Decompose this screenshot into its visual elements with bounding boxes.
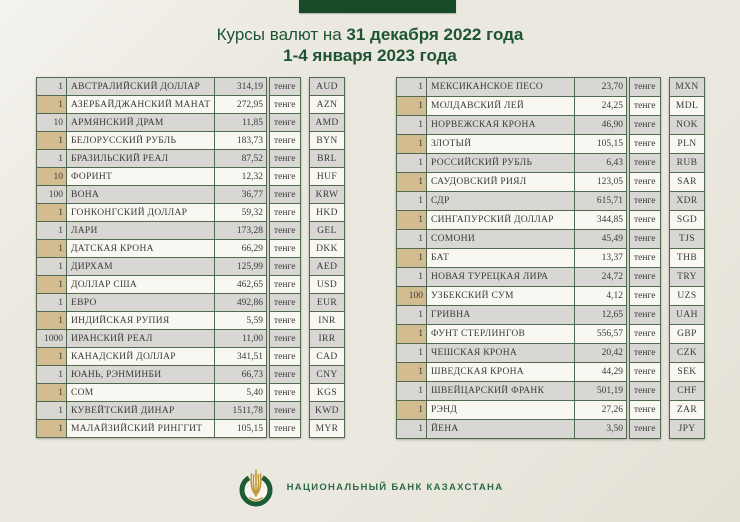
currency-rate: 66,73 bbox=[214, 365, 267, 384]
currency-quantity: 1 bbox=[36, 257, 67, 276]
currency-code: TJS bbox=[669, 229, 705, 249]
table-row bbox=[36, 167, 345, 186]
table-row bbox=[36, 347, 345, 366]
exchange-rate-table-right bbox=[396, 78, 705, 439]
column-gap bbox=[661, 191, 669, 211]
currency-code: CHF bbox=[669, 381, 705, 401]
currency-code: MDL bbox=[669, 96, 705, 116]
column-gap bbox=[661, 210, 669, 230]
currency-unit: тенге bbox=[629, 248, 661, 268]
column-gap bbox=[661, 229, 669, 249]
currency-code: EUR bbox=[309, 293, 345, 312]
currency-rate: 11,00 bbox=[214, 329, 267, 348]
currency-name: ЮАНЬ, РЭНМИНБИ bbox=[66, 365, 215, 384]
column-gap bbox=[301, 149, 309, 168]
currency-quantity: 100 bbox=[36, 185, 67, 204]
currency-unit: тенге bbox=[269, 113, 301, 132]
currency-name: МОЛДАВСКИЙ ЛЕЙ bbox=[426, 96, 575, 116]
currency-rate: 20,42 bbox=[574, 343, 627, 363]
currency-unit: тенге bbox=[629, 400, 661, 420]
column-gap bbox=[301, 167, 309, 186]
currency-rate: 615,71 bbox=[574, 191, 627, 211]
currency-unit: тенге bbox=[629, 324, 661, 344]
table-row bbox=[396, 191, 705, 211]
currency-unit: тенге bbox=[629, 305, 661, 325]
currency-rate: 23,70 bbox=[574, 77, 627, 97]
table-row bbox=[36, 257, 345, 276]
currency-quantity: 1 bbox=[396, 248, 427, 268]
currency-unit: тенге bbox=[269, 275, 301, 294]
column-gap bbox=[301, 329, 309, 348]
currency-name: ДОЛЛАР США bbox=[66, 275, 215, 294]
currency-rate: 344,85 bbox=[574, 210, 627, 230]
currency-unit: тенге bbox=[629, 115, 661, 135]
currency-name: ИНДИЙСКАЯ РУПИЯ bbox=[66, 311, 215, 330]
currency-quantity: 1 bbox=[396, 96, 427, 116]
currency-quantity: 1 bbox=[36, 293, 67, 312]
currency-name: ЗЛОТЫЙ bbox=[426, 134, 575, 154]
table-row bbox=[36, 185, 345, 204]
currency-quantity: 1 bbox=[36, 383, 67, 402]
column-gap bbox=[661, 419, 669, 439]
currency-code: BYN bbox=[309, 131, 345, 150]
column-gap bbox=[661, 115, 669, 135]
currency-unit: тенге bbox=[629, 134, 661, 154]
currency-unit: тенге bbox=[629, 343, 661, 363]
currency-rate: 123,05 bbox=[574, 172, 627, 192]
currency-code: CZK bbox=[669, 343, 705, 363]
column-gap bbox=[661, 172, 669, 192]
column-gap bbox=[661, 286, 669, 306]
currency-code: DKK bbox=[309, 239, 345, 258]
currency-quantity: 10 bbox=[36, 167, 67, 186]
column-gap bbox=[301, 401, 309, 420]
table-row bbox=[396, 229, 705, 249]
currency-rate: 501,19 bbox=[574, 381, 627, 401]
currency-code: BRL bbox=[309, 149, 345, 168]
currency-rate: 44,29 bbox=[574, 362, 627, 382]
currency-rate: 45,49 bbox=[574, 229, 627, 249]
title-prefix: Курсы валют на bbox=[216, 25, 347, 44]
currency-name: ГРИВНА bbox=[426, 305, 575, 325]
title-date-1: 31 декабря 2022 года bbox=[346, 25, 524, 44]
column-gap bbox=[301, 239, 309, 258]
currency-unit: тенге bbox=[269, 239, 301, 258]
currency-rate: 59,32 bbox=[214, 203, 267, 222]
bank-name-label: НАЦИОНАЛЬНЫЙ БАНК КАЗАХСТАНА bbox=[286, 481, 504, 493]
currency-unit: тенге bbox=[269, 185, 301, 204]
currency-quantity: 1 bbox=[396, 115, 427, 135]
currency-name: АЗЕРБАЙДЖАНСКИЙ МАНАТ bbox=[66, 95, 215, 114]
currency-name: ШВЕДСКАЯ КРОНА bbox=[426, 362, 575, 382]
table-row bbox=[396, 324, 705, 344]
table-row bbox=[36, 149, 345, 168]
currency-quantity: 1 bbox=[36, 347, 67, 366]
currency-unit: тенге bbox=[269, 257, 301, 276]
column-gap bbox=[301, 185, 309, 204]
currency-quantity: 1 bbox=[396, 343, 427, 363]
table-row bbox=[36, 239, 345, 258]
column-gap bbox=[301, 383, 309, 402]
currency-code: HUF bbox=[309, 167, 345, 186]
title-date-2: 1-4 января 2023 года bbox=[283, 46, 457, 65]
currency-code: NOK bbox=[669, 115, 705, 135]
currency-quantity: 1 bbox=[396, 172, 427, 192]
table-row bbox=[396, 400, 705, 420]
currency-unit: тенге bbox=[269, 149, 301, 168]
currency-code: ZAR bbox=[669, 400, 705, 420]
currency-quantity: 1 bbox=[36, 419, 67, 438]
currency-rate: 1511,78 bbox=[214, 401, 267, 420]
currency-quantity: 100 bbox=[396, 286, 427, 306]
table-row bbox=[396, 134, 705, 154]
currency-unit: тенге bbox=[269, 365, 301, 384]
column-gap bbox=[301, 293, 309, 312]
currency-name: УЗБЕКСКИЙ СУМ bbox=[426, 286, 575, 306]
currency-rate: 341,51 bbox=[214, 347, 267, 366]
currency-quantity: 1 bbox=[36, 203, 67, 222]
page-title bbox=[0, 24, 740, 66]
currency-rate: 5,40 bbox=[214, 383, 267, 402]
table-row bbox=[36, 365, 345, 384]
column-gap bbox=[661, 305, 669, 325]
currency-code: INR bbox=[309, 311, 345, 330]
currency-code: KGS bbox=[309, 383, 345, 402]
table-row bbox=[36, 401, 345, 420]
currency-code: SEK bbox=[669, 362, 705, 382]
currency-quantity: 1 bbox=[396, 229, 427, 249]
currency-quantity: 1 bbox=[396, 210, 427, 230]
currency-name: ЕВРО bbox=[66, 293, 215, 312]
currency-rate: 12,32 bbox=[214, 167, 267, 186]
currency-quantity: 1 bbox=[36, 77, 67, 96]
currency-quantity: 1 bbox=[36, 149, 67, 168]
currency-unit: тенге bbox=[629, 96, 661, 116]
currency-name: РЭНД bbox=[426, 400, 575, 420]
column-gap bbox=[661, 362, 669, 382]
currency-code: MXN bbox=[669, 77, 705, 97]
top-green-tab bbox=[299, 0, 456, 13]
column-gap bbox=[301, 365, 309, 384]
currency-rate: 272,95 bbox=[214, 95, 267, 114]
currency-name: ВОНА bbox=[66, 185, 215, 204]
currency-quantity: 1 bbox=[396, 362, 427, 382]
table-row bbox=[396, 153, 705, 173]
currency-rate: 5,59 bbox=[214, 311, 267, 330]
currency-name: ЧЕШСКАЯ КРОНА bbox=[426, 343, 575, 363]
currency-quantity: 1 bbox=[36, 95, 67, 114]
currency-name: ДАТСКАЯ КРОНА bbox=[66, 239, 215, 258]
table-row bbox=[396, 381, 705, 401]
currency-name: СДР bbox=[426, 191, 575, 211]
table-row bbox=[36, 275, 345, 294]
column-gap bbox=[661, 324, 669, 344]
currency-name: БЕЛОРУССКИЙ РУБЛЬ bbox=[66, 131, 215, 150]
column-gap bbox=[301, 95, 309, 114]
column-gap bbox=[661, 248, 669, 268]
column-gap bbox=[661, 77, 669, 97]
currency-code: JPY bbox=[669, 419, 705, 439]
currency-quantity: 1 bbox=[396, 191, 427, 211]
currency-unit: тенге bbox=[269, 203, 301, 222]
currency-unit: тенге bbox=[629, 191, 661, 211]
table-row bbox=[36, 419, 345, 438]
currency-code: PLN bbox=[669, 134, 705, 154]
currency-rate: 314,19 bbox=[214, 77, 267, 96]
column-gap bbox=[301, 275, 309, 294]
currency-quantity: 1 bbox=[36, 239, 67, 258]
currency-unit: тенге bbox=[629, 286, 661, 306]
currency-name: ЙЕНА bbox=[426, 419, 575, 439]
column-gap bbox=[661, 400, 669, 420]
currency-quantity: 1000 bbox=[36, 329, 67, 348]
column-gap bbox=[301, 131, 309, 150]
currency-rate: 105,15 bbox=[574, 134, 627, 154]
currency-code: UAH bbox=[669, 305, 705, 325]
currency-name: НОРВЕЖСКАЯ КРОНА bbox=[426, 115, 575, 135]
currency-name: АРМЯНСКИЙ ДРАМ bbox=[66, 113, 215, 132]
currency-quantity: 1 bbox=[396, 419, 427, 439]
column-gap bbox=[301, 257, 309, 276]
currency-unit: тенге bbox=[629, 229, 661, 249]
currency-name: ДИРХАМ bbox=[66, 257, 215, 276]
column-gap bbox=[301, 347, 309, 366]
currency-quantity: 1 bbox=[396, 267, 427, 287]
table-row bbox=[396, 115, 705, 135]
column-gap bbox=[661, 134, 669, 154]
column-gap bbox=[301, 203, 309, 222]
column-gap bbox=[301, 311, 309, 330]
currency-rate: 24,72 bbox=[574, 267, 627, 287]
currency-unit: тенге bbox=[269, 95, 301, 114]
table-row bbox=[396, 210, 705, 230]
column-gap bbox=[301, 221, 309, 240]
table-row bbox=[396, 419, 705, 439]
currency-quantity: 10 bbox=[36, 113, 67, 132]
currency-name: ГОНКОНГСКИЙ ДОЛЛАР bbox=[66, 203, 215, 222]
currency-rate: 173,28 bbox=[214, 221, 267, 240]
table-row bbox=[396, 248, 705, 268]
currency-name: ЛАРИ bbox=[66, 221, 215, 240]
column-gap bbox=[301, 419, 309, 438]
column-gap bbox=[301, 113, 309, 132]
currency-quantity: 1 bbox=[36, 311, 67, 330]
currency-rate: 3,50 bbox=[574, 419, 627, 439]
column-gap bbox=[661, 267, 669, 287]
currency-rate: 24,25 bbox=[574, 96, 627, 116]
currency-unit: тенге bbox=[629, 381, 661, 401]
column-gap bbox=[661, 381, 669, 401]
currency-rate: 125,99 bbox=[214, 257, 267, 276]
table-row bbox=[36, 311, 345, 330]
currency-unit: тенге bbox=[629, 210, 661, 230]
currency-quantity: 1 bbox=[396, 400, 427, 420]
currency-rate: 462,65 bbox=[214, 275, 267, 294]
currency-code: AMD bbox=[309, 113, 345, 132]
table-row bbox=[36, 95, 345, 114]
currency-unit: тенге bbox=[629, 362, 661, 382]
currency-unit: тенге bbox=[269, 77, 301, 96]
table-row bbox=[396, 172, 705, 192]
currency-code: TRY bbox=[669, 267, 705, 287]
currency-code: AZN bbox=[309, 95, 345, 114]
currency-code: THB bbox=[669, 248, 705, 268]
currency-code: IRR bbox=[309, 329, 345, 348]
currency-rate: 556,57 bbox=[574, 324, 627, 344]
currency-name: КУВЕЙТСКИЙ ДИНАР bbox=[66, 401, 215, 420]
currency-rate: 4,12 bbox=[574, 286, 627, 306]
currency-name: БРАЗИЛЬСКИЙ РЕАЛ bbox=[66, 149, 215, 168]
currency-name: МАЛАЙЗИЙСКИЙ РИНГГИТ bbox=[66, 419, 215, 438]
currency-code: AUD bbox=[309, 77, 345, 96]
footer bbox=[0, 464, 740, 510]
currency-quantity: 1 bbox=[36, 275, 67, 294]
currency-quantity: 1 bbox=[36, 401, 67, 420]
currency-name: КАНАДСКИЙ ДОЛЛАР bbox=[66, 347, 215, 366]
currency-name: ФОРИНТ bbox=[66, 167, 215, 186]
table-row bbox=[396, 286, 705, 306]
currency-unit: тенге bbox=[269, 401, 301, 420]
table-row bbox=[396, 362, 705, 382]
currency-code: AED bbox=[309, 257, 345, 276]
currency-unit: тенге bbox=[269, 293, 301, 312]
currency-quantity: 1 bbox=[36, 365, 67, 384]
currency-rate: 183,73 bbox=[214, 131, 267, 150]
currency-code: XDR bbox=[669, 191, 705, 211]
currency-rate: 13,37 bbox=[574, 248, 627, 268]
currency-code: HKD bbox=[309, 203, 345, 222]
currency-name: МЕКСИКАНСКОЕ ПЕСО bbox=[426, 77, 575, 97]
currency-name: ШВЕЙЦАРСКИЙ ФРАНК bbox=[426, 381, 575, 401]
column-gap bbox=[661, 153, 669, 173]
currency-code: SGD bbox=[669, 210, 705, 230]
currency-unit: тенге bbox=[629, 267, 661, 287]
currency-name: РОССИЙСКИЙ РУБЛЬ bbox=[426, 153, 575, 173]
currency-rate: 492,86 bbox=[214, 293, 267, 312]
table-row bbox=[36, 383, 345, 402]
currency-code: GBP bbox=[669, 324, 705, 344]
currency-unit: тенге bbox=[629, 419, 661, 439]
currency-code: KRW bbox=[309, 185, 345, 204]
table-row bbox=[36, 221, 345, 240]
currency-code: CAD bbox=[309, 347, 345, 366]
currency-rate: 87,52 bbox=[214, 149, 267, 168]
currency-unit: тенге bbox=[629, 77, 661, 97]
currency-code: SAR bbox=[669, 172, 705, 192]
table-row bbox=[36, 203, 345, 222]
table-row bbox=[396, 77, 705, 97]
currency-rate: 27,26 bbox=[574, 400, 627, 420]
currency-code: UZS bbox=[669, 286, 705, 306]
currency-name: СОМ bbox=[66, 383, 215, 402]
currency-rate: 46,90 bbox=[574, 115, 627, 135]
currency-name: САУДОВСКИЙ РИЯЛ bbox=[426, 172, 575, 192]
currency-rate: 66,29 bbox=[214, 239, 267, 258]
table-row bbox=[396, 96, 705, 116]
currency-quantity: 1 bbox=[396, 153, 427, 173]
currency-unit: тенге bbox=[269, 329, 301, 348]
title-line-1 bbox=[0, 24, 740, 45]
currency-code: MYR bbox=[309, 419, 345, 438]
table-row bbox=[396, 267, 705, 287]
currency-unit: тенге bbox=[629, 153, 661, 173]
table-row bbox=[396, 305, 705, 325]
currency-unit: тенге bbox=[269, 221, 301, 240]
currency-name: ИРАНСКИЙ РЕАЛ bbox=[66, 329, 215, 348]
currency-rate: 6,43 bbox=[574, 153, 627, 173]
currency-unit: тенге bbox=[269, 383, 301, 402]
currency-code: RUB bbox=[669, 153, 705, 173]
currency-name: БАТ bbox=[426, 248, 575, 268]
currency-quantity: 1 bbox=[36, 131, 67, 150]
table-row bbox=[36, 113, 345, 132]
currency-code: KWD bbox=[309, 401, 345, 420]
currency-code: GEL bbox=[309, 221, 345, 240]
table-row bbox=[36, 329, 345, 348]
currency-quantity: 1 bbox=[396, 77, 427, 97]
currency-quantity: 1 bbox=[396, 324, 427, 344]
currency-unit: тенге bbox=[269, 167, 301, 186]
national-bank-emblem-icon bbox=[237, 466, 275, 508]
currency-unit: тенге bbox=[269, 347, 301, 366]
column-gap bbox=[301, 77, 309, 96]
currency-quantity: 1 bbox=[396, 381, 427, 401]
column-gap bbox=[661, 343, 669, 363]
currency-code: USD bbox=[309, 275, 345, 294]
currency-quantity: 1 bbox=[36, 221, 67, 240]
currency-unit: тенге bbox=[269, 419, 301, 438]
currency-unit: тенге bbox=[269, 131, 301, 150]
currency-rate: 36,77 bbox=[214, 185, 267, 204]
currency-unit: тенге bbox=[269, 311, 301, 330]
currency-rate: 105,15 bbox=[214, 419, 267, 438]
currency-code: CNY bbox=[309, 365, 345, 384]
currency-rate: 12,65 bbox=[574, 305, 627, 325]
currency-quantity: 1 bbox=[396, 134, 427, 154]
currency-name: НОВАЯ ТУРЕЦКАЯ ЛИРА bbox=[426, 267, 575, 287]
currency-name: СОМОНИ bbox=[426, 229, 575, 249]
currency-unit: тенге bbox=[629, 172, 661, 192]
currency-rate: 11,85 bbox=[214, 113, 267, 132]
currency-name: СИНГАПУРСКИЙ ДОЛЛАР bbox=[426, 210, 575, 230]
currency-name: АВСТРАЛИЙСКИЙ ДОЛЛАР bbox=[66, 77, 215, 96]
table-row bbox=[36, 131, 345, 150]
currency-name: ФУНТ СТЕРЛИНГОВ bbox=[426, 324, 575, 344]
column-gap bbox=[661, 96, 669, 116]
exchange-rate-table-left bbox=[36, 78, 345, 438]
table-row bbox=[36, 77, 345, 96]
table-row bbox=[396, 343, 705, 363]
currency-quantity: 1 bbox=[396, 305, 427, 325]
table-row bbox=[36, 293, 345, 312]
